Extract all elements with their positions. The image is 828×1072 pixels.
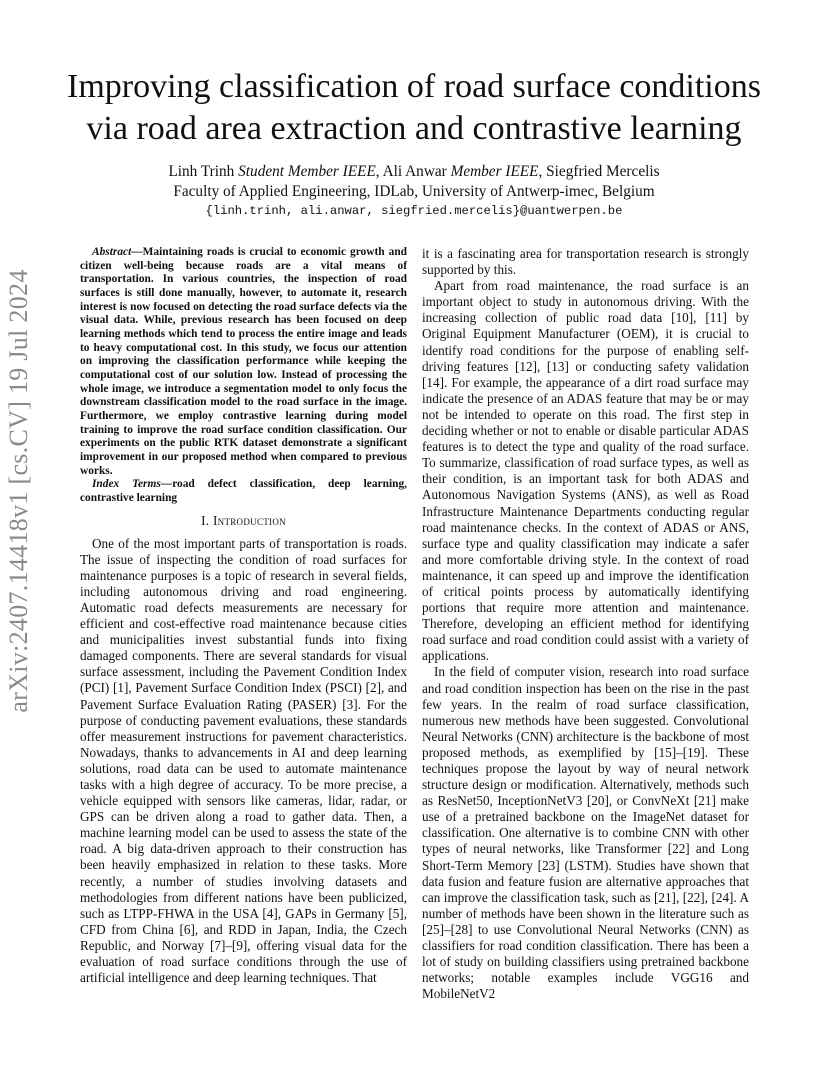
abstract-text: —Maintaining roads is crucial to economic growth and citizen well-being because roads are a vital means of transportation. In various countries, the inspection of road surfaces is still done manually, however, to automate it, research interest is now focused on detecting the road surface defects via the visual data. While, previous research has been focused on deep learning methods which tend to process the entire image and leads to heavy computational cost. In this study, we focus our attention on improving the classification performance while keeping the computational cost of our solution low. Instead of processing the whole image, we introduce a segmentation model to only focus the downstream classification model to the road surface in the image. Furthermore, we employ contrastive learning during model training to improve the road surface condition classification. Our experiments on the public RTK dataset demonstrate a significant improvement in our proposed method when compared to previous works.: [80, 246, 407, 477]
abstract: [80, 246, 407, 478]
intro-paragraph-1-continued: it is a fascinating area for transportation research is strongly supported by this.: [422, 246, 749, 278]
paper-title: [60, 66, 768, 150]
index-terms-text: —road defect classification, deep learning, contrastive learning: [80, 478, 407, 504]
right-column: [422, 246, 749, 1002]
paper-title-line1: Improving classification of road surface conditions: [67, 68, 761, 105]
intro-paragraph-2: Apart from road maintenance, the road surface is an important object to study in autonomous driving. With the increasing collection of public road data [10], [11] by Original Equipment Manufacturer (OEM), it is crucial to identify road conditions for the purpose of enabling self-driving features [12], [13] or conducting safety validation [14]. For example, the appearance of a dirt road surface may indicate the presence of an ADAS feature that may be or may not be intended to operate on this road. The first step in deciding whether or not to enable or disable particular ADAS features is to detect the type and quality of the road surface. To summarize, classification of road surface types, as well as their condition, is an important task for both ADAS and Autonomous Navigation Systems (ANS), as well as Road Infrastructure Maintenance Departments conducting regular road maintenance checks. In the context of ADAS or ANS, surface type and quality classification may indicate a safer and more comfortable driving style. In the context of road maintenance, it can speed up and improve the identification of critical points process by automatically identifying portions that require more attention and maintenance. Therefore, developing an efficient method for identifying road surface and road condition could assist with a variety of applications.: [422, 278, 749, 664]
intro-paragraph-1: One of the most important parts of transportation is roads. The issue of inspecting the condition of road surfaces for maintenance purposes is a topic of research in several fields, including autonomous driving and road engineering. Automatic road defects measurements are necessary for efficient and cost-effective road maintenance because cities and municipalities invest substantial funds into fixing damaged components. There are several standards for visual surface assessment, including the Pavement Condition Index (PCI) [1], Pavement Surface Condition Index (PSCI) [2], and Pavement Surface Evaluation Rating (PASER) [3]. For the purpose of conducting pavement evaluations, these standards offer measurement instructions for pavement characteristics. Nowadays, thanks to advancements in AI and deep learning solutions, road data can be used to automate maintenance tasks with a high degree of accuracy. To be more precise, a vehicle equipped with sensors like cameras, lidar, radar, or GPS can be driven along a road to gather data. Then, a machine learning model can be used to assess the state of the road. A big data-driven approach to their construction has been heavily emphasized in relation to these tasks. More recently, a number of studies involving datasets and methodologies from different nations have been publicized, such as LTPP-FHWA in the USA [4], GAPs in Germany [5], CFD from China [6], and RDD in Japan, India, the Czech Republic, and Norway [7]–[9], offering visual data for the evaluation of road surface conditions through the use of artificial intelligence and deep learning techniques. That: [80, 535, 407, 986]
index-terms: [80, 478, 407, 505]
author-list: [60, 162, 768, 182]
author2-name: , Ali Anwar: [375, 163, 451, 180]
author3-name: , Siegfried Mercelis: [538, 163, 660, 180]
affiliation: Faculty of Applied Engineering, IDLab, University of Antwerp-imec, Belgium: [173, 183, 655, 200]
paper-title-line2: via road area extraction and contrastive learning: [86, 110, 742, 147]
author1-name: Linh Trinh: [168, 163, 239, 180]
author-emails: {linh.trinh, ali.anwar, siegfried.mercelis}@uantwerpen.be: [205, 204, 623, 218]
left-column: [80, 246, 407, 986]
author2-role: Member IEEE: [450, 163, 539, 180]
intro-paragraph-3: In the field of computer vision, research into road surface and road condition inspection has been on the rise in the past few years. In the realm of road surface classification, numerous new methods have been suggested. Convolutional Neural Networks (CNN) architecture is the backbone of most proposed methods, as exemplified by [15]–[19]. These techniques propose the layout by way of neural network structure design or modification. Alternatively, methods such as ResNet50, InceptionNetV3 [20], or ConvNeXt [21] make use of a pretrained backbone on the ImageNet dataset for classification. One alternative is to combine CNN with other types of neural networks, like Transformer [22] and Long Short-Term Memory [23] (LSTM). Studies have shown that data fusion and feature fusion are alternative approaches that can improve the classification task, such as [21], [22], [24]. A number of methods have been shown in the literature such as [25]–[28] to use Convolutional Neural Networks (CNN) as classifiers for road condition classification. There has been a lot of study on building classifiers using pretrained backbone networks; notable examples include VGG16 and MobileNetV2: [422, 664, 749, 1002]
abstract-label: Abstract: [92, 246, 132, 258]
arxiv-identifier: [2, 269, 36, 713]
author1-role: Student Member IEEE: [238, 163, 376, 180]
arxiv-identifier-text: arXiv:2407.14418v1 [cs.CV] 19 Jul 2024: [4, 269, 33, 713]
section-heading-introduction: I. Introduction: [201, 513, 286, 529]
index-terms-label: Index Terms: [92, 478, 161, 491]
